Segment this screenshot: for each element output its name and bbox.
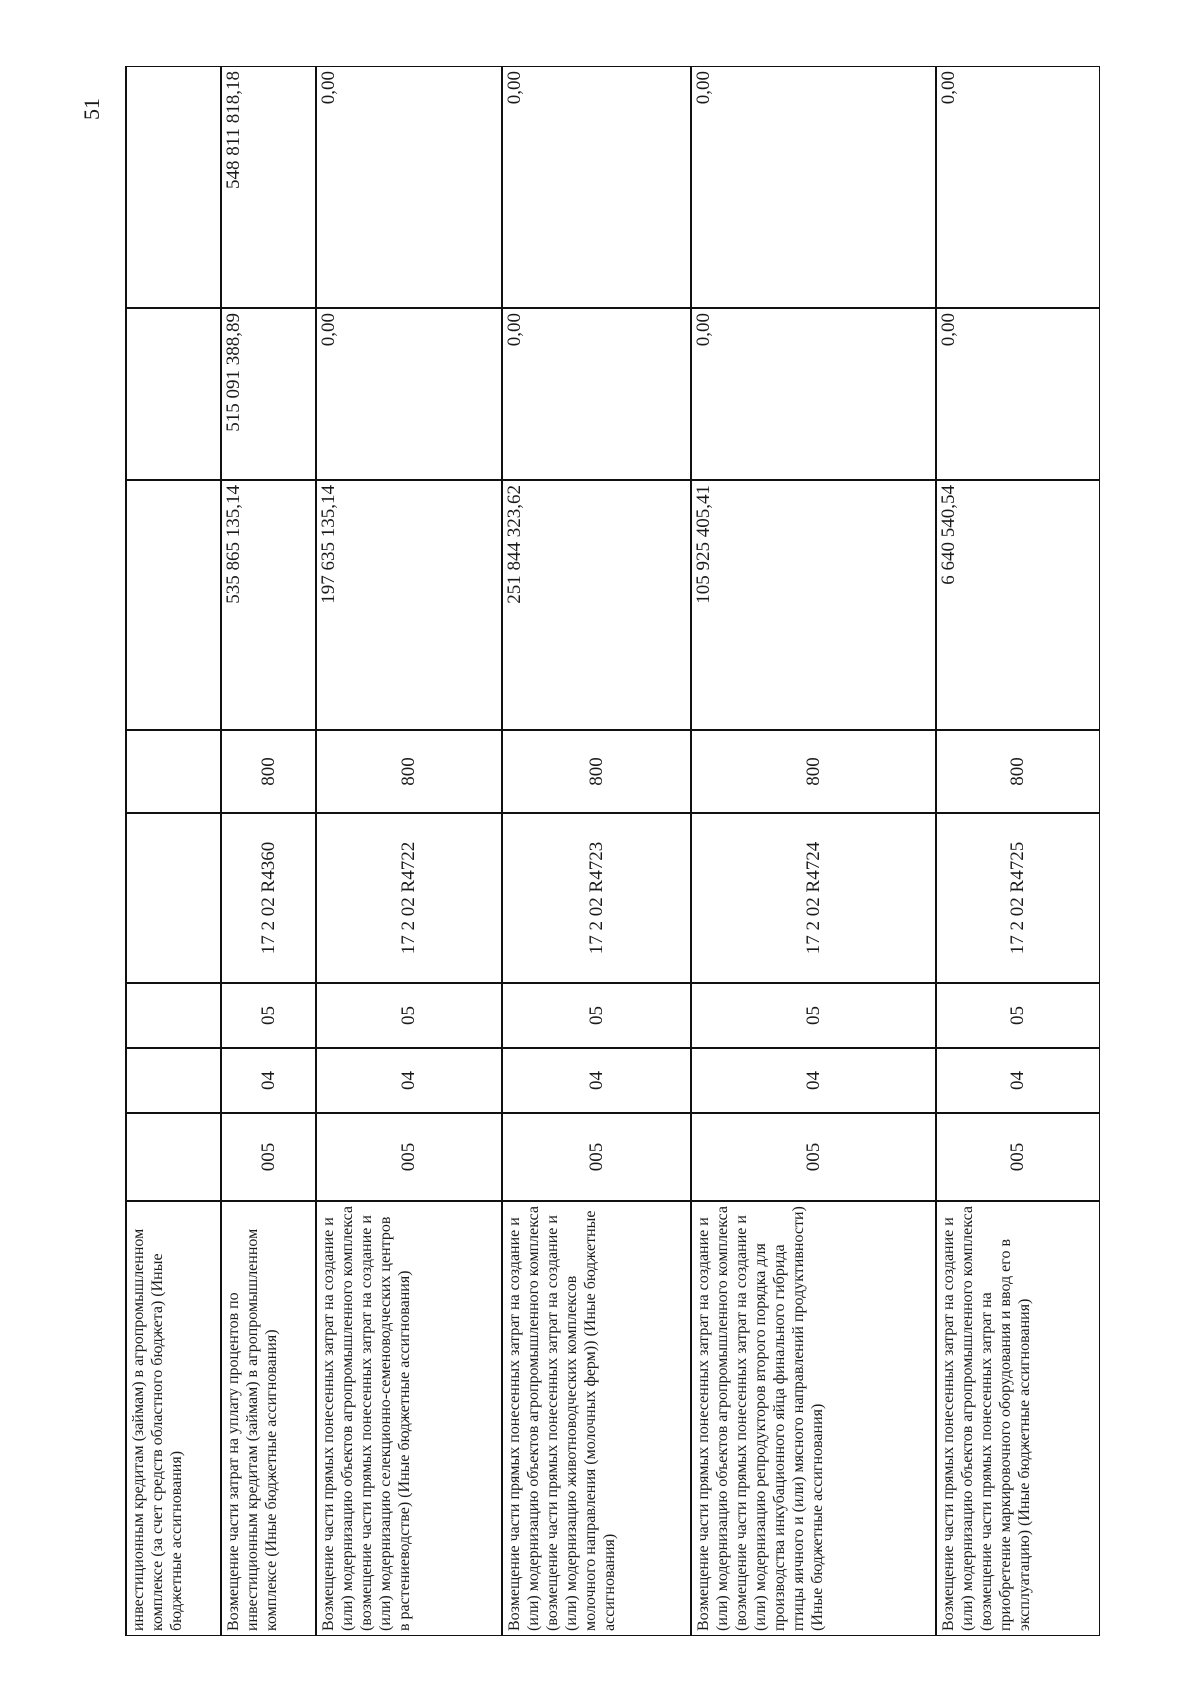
amount-year-2 (126, 308, 221, 480)
subsection-code: 05 (502, 983, 691, 1048)
amount-year-3: 0,00 (936, 66, 1100, 308)
target-article-code: 17 2 02 R4724 (691, 813, 936, 983)
expense-type-code: 800 (936, 730, 1100, 813)
amount-year-1: 105 925 405,41 (691, 480, 936, 730)
table-container (124, 66, 1100, 1636)
amount-year-1: 251 844 323,62 (502, 480, 691, 730)
amount-year-2: 0,00 (316, 308, 502, 480)
table-row (936, 66, 1100, 1636)
subsection-code: 05 (691, 983, 936, 1048)
grbs-code: 005 (316, 1113, 502, 1201)
amount-year-3: 0,00 (691, 66, 936, 308)
table-row (691, 66, 936, 1636)
table-body (126, 66, 1100, 1636)
amount-year-2: 0,00 (502, 308, 691, 480)
amount-year-1: 197 635 135,14 (316, 480, 502, 730)
amount-year-3: 0,00 (502, 66, 691, 308)
subsection-code: 05 (221, 983, 316, 1048)
table-row (316, 66, 502, 1636)
grbs-code (126, 1113, 221, 1201)
expense-type-code: 800 (316, 730, 502, 813)
target-article-code (126, 813, 221, 983)
section-code: 04 (221, 1048, 316, 1113)
section-code: 04 (691, 1048, 936, 1113)
amount-year-1: 6 640 540,54 (936, 480, 1100, 730)
section-code: 04 (502, 1048, 691, 1113)
amount-year-2: 0,00 (936, 308, 1100, 480)
expense-type-code (126, 730, 221, 813)
grbs-code: 005 (691, 1113, 936, 1201)
expense-type-code: 800 (502, 730, 691, 813)
section-code (126, 1048, 221, 1113)
subsection-code: 05 (936, 983, 1100, 1048)
budget-table (125, 66, 1100, 1636)
subsection-code (126, 983, 221, 1048)
page-number: 51 (79, 98, 104, 120)
amount-year-1: 535 865 135,14 (221, 480, 316, 730)
amount-year-2: 515 091 388,89 (221, 308, 316, 480)
grbs-code: 005 (936, 1113, 1100, 1201)
section-code: 04 (936, 1048, 1100, 1113)
target-article-code: 17 2 02 R4722 (316, 813, 502, 983)
table-row (221, 66, 316, 1636)
section-code: 04 (316, 1048, 502, 1113)
subsection-code: 05 (316, 983, 502, 1048)
row-description: Возмещение части прямых понесенных затрат на создание и (или) модернизацию объектов агропромышленного комплекса (возмещение части прямых понесенных затрат на приобретение маркировочного оборудования и ввод его в эксплуатацию) (Иные бюджетные ассигнования) (936, 1201, 1100, 1636)
target-article-code: 17 2 02 R4360 (221, 813, 316, 983)
row-description: Возмещение части прямых понесенных затрат на создание и (или) модернизацию объектов агропромышленного комплекса (возмещение части прямых понесенных затрат на создание и (или) модернизацию животноводческих комплексов молочного направления (молочных ферм)) (Иные бюджетные ассигнования) (502, 1201, 691, 1636)
table-row (502, 66, 691, 1636)
target-article-code: 17 2 02 R4723 (502, 813, 691, 983)
amount-year-1 (126, 480, 221, 730)
amount-year-3: 0,00 (316, 66, 502, 308)
row-description: инвестиционным кредитам (займам) в агропромышленном комплексе (за счет средств областного бюджета) (Иные бюджетные ассигнования) (126, 1201, 221, 1636)
amount-year-3: 548 811 818,18 (221, 66, 316, 308)
expense-type-code: 800 (691, 730, 936, 813)
row-description: Возмещение части прямых понесенных затрат на создание и (или) модернизацию объектов агропромышленного комплекса (возмещение части прямых понесенных затрат на создание и (или) модернизацию репродукторов второго порядка для производства инкубационного яйца финального гибрида птицы яичного и (или) мясного направлений продуктивности) (Иные бюджетные ассигнования) (691, 1201, 936, 1636)
amount-year-3 (126, 66, 221, 308)
target-article-code: 17 2 02 R4725 (936, 813, 1100, 983)
amount-year-2: 0,00 (691, 308, 936, 480)
grbs-code: 005 (502, 1113, 691, 1201)
expense-type-code: 800 (221, 730, 316, 813)
row-description: Возмещение части затрат на уплату процентов по инвестиционным кредитам (займам) в агропромышленном комплексе (Иные бюджетные ассигнования) (221, 1201, 316, 1636)
table-row (126, 66, 221, 1636)
row-description: Возмещение части прямых понесенных затрат на создание и (или) модернизацию объектов агропромышленного комплекса (возмещение части прямых понесенных затрат на создание и (или) модернизацию селекционно-семеноводческих центров в растениеводстве) (Иные бюджетные ассигнования) (316, 1201, 502, 1636)
grbs-code: 005 (221, 1113, 316, 1201)
